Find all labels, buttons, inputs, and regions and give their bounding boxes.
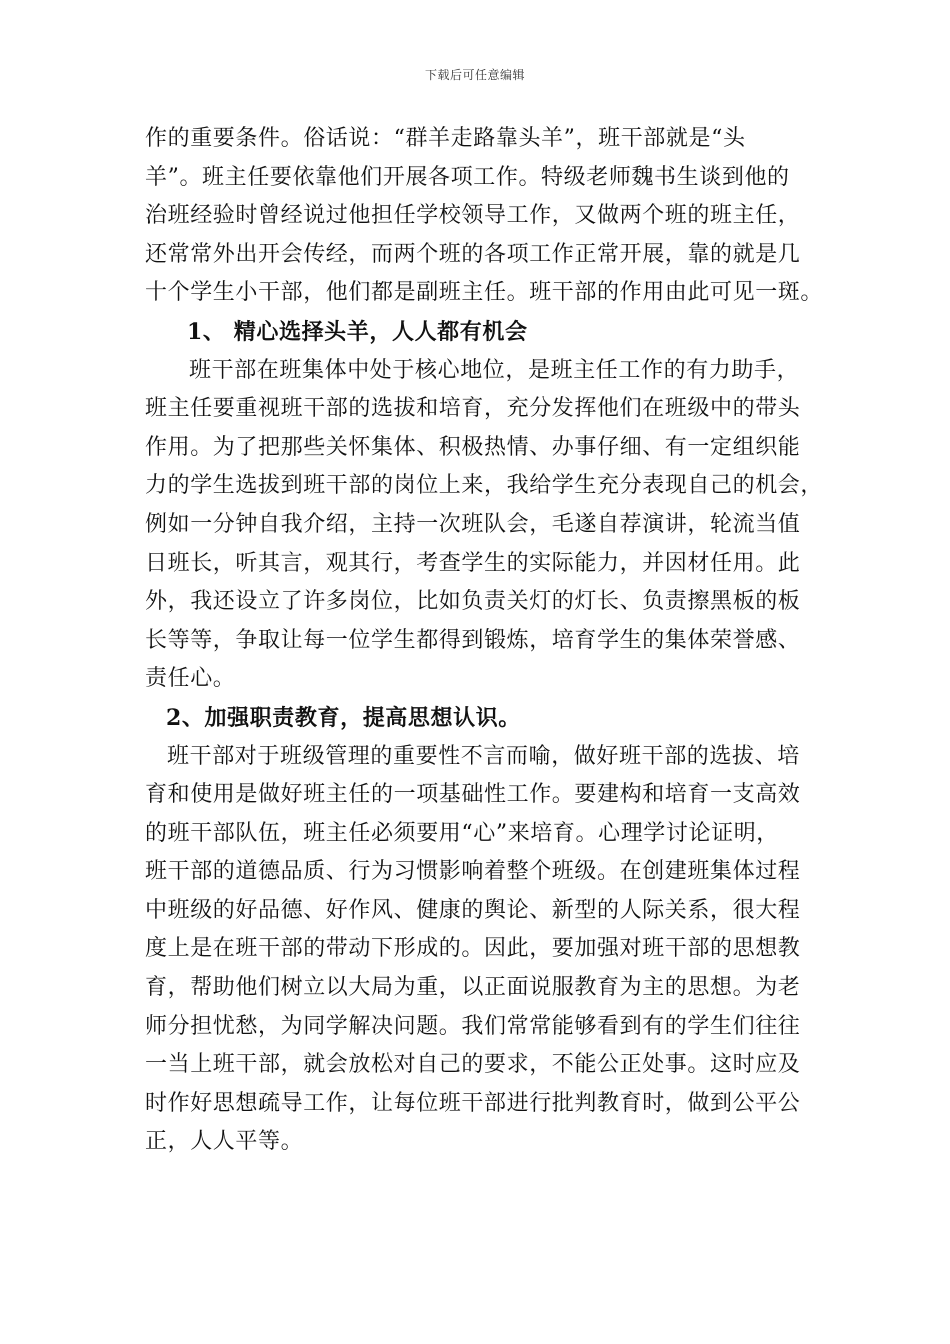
section-heading: 1、 精心选择头羊，人人都有机会	[187, 318, 528, 345]
text-line: 中班级的好品德、好作风、健康的舆论、新型的人际关系，很大程	[145, 897, 801, 923]
text-line: 力的学生选拔到班干部的岗位上来，我给学生充分表现自己的机会，	[145, 473, 824, 499]
text-line: 班主任要重视班干部的选拔和培育，充分发挥他们在班级中的带头	[145, 396, 801, 422]
text-line: 的班干部队伍，班主任必须要用“心”来培育。心理学讨论证明，	[145, 820, 779, 846]
text-line: 责任心。	[145, 666, 236, 692]
page-header: 下载后可任意编辑	[424, 68, 525, 82]
text-line: 度上是在班干部的带动下形成的。因此，要加强对班干部的思想教	[145, 936, 801, 962]
text-line: 外，我还设立了许多岗位，比如负责关灯的灯长、负责擦黑板的板	[145, 589, 801, 615]
document-body	[145, 126, 824, 1170]
text-line: 班干部的道德品质、行为习惯影响着整个班级。在创建班集体过程	[145, 859, 801, 885]
text-line: 例如一分钟自我介绍，主持一次班队会，毛遂自荐演讲，轮流当值	[145, 511, 801, 537]
text-line: 日班长，听其言，观其行，考查学生的实际能力，并因材任用。此	[145, 550, 801, 576]
text-line: 治班经验时曾经说过他担任学校领导工作，又做两个班的班主任，	[145, 203, 801, 229]
text-line: 师分担忧愁，为同学解决问题。我们常常能够看到有的学生们往往	[145, 1013, 801, 1039]
text-line: 作用。为了把那些关怀集体、积极热情、办事仔细、有一定组织能	[145, 434, 801, 460]
text-line: 育和使用是做好班主任的一项基础性工作。要建构和培育一支高效	[145, 782, 801, 808]
text-line: 羊”。班主任要依靠他们开展各项工作。特级老师魏书生谈到他的	[145, 164, 790, 190]
text-line: 还常常外出开会传经，而两个班的各项工作正常开展，靠的就是几	[145, 241, 801, 267]
section-heading: 2、加强职责教育，提高思想认识。	[166, 704, 521, 731]
text-line: 一当上班干部，就会放松对自己的要求，不能公正处事。这时应及	[145, 1052, 801, 1078]
text-line: 班干部对于班级管理的重要性不言而喻，做好班干部的选拔、培	[167, 743, 800, 769]
text-line: 班干部在班集体中处于核心地位，是班主任工作的有力助手，	[189, 357, 800, 383]
text-line: 育，帮助他们树立以大局为重，以正面说服教育为主的思想。为老	[145, 975, 801, 1001]
text-line: 时作好思想疏导工作，让每位班干部进行批判教育时，做到公平公	[145, 1090, 801, 1116]
text-line: 正，人人平等。	[145, 1129, 304, 1155]
text-line: 十个学生小干部，他们都是副班主任。班干部的作用由此可见一斑。	[145, 280, 824, 306]
text-line: 作的重要条件。俗话说：“群羊走路靠头羊”，班干部就是“头	[145, 126, 746, 151]
text-line: 长等等，争取让每一位学生都得到锻炼，培育学生的集体荣誉感、	[145, 627, 801, 653]
